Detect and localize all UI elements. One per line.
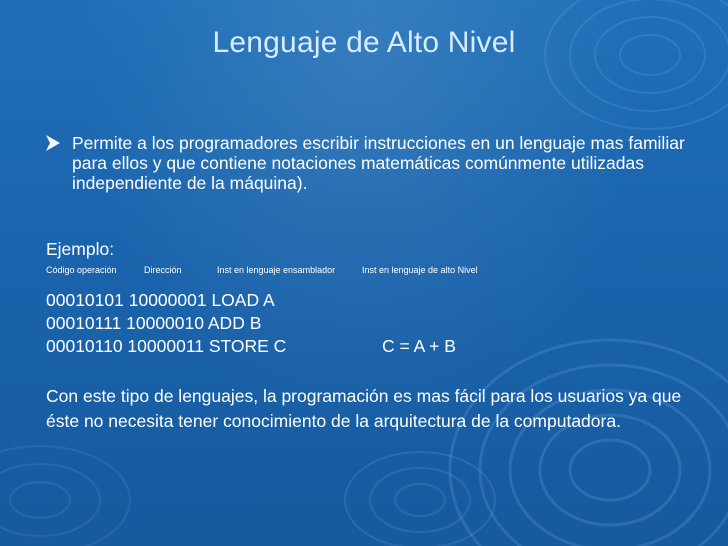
- slide-title: Lenguaje de Alto Nivel: [212, 26, 516, 59]
- column-header-high-level: Inst en lenguaje de alto Nivel: [362, 265, 478, 275]
- arrowhead-bullet-icon: [46, 135, 72, 156]
- column-header-address: Dirección: [144, 265, 182, 275]
- code-line: 00010110 10000011 STORE C: [46, 336, 287, 356]
- code-lines: [46, 289, 286, 358]
- column-header-opcode: Código operación: [46, 265, 117, 275]
- code-line: 00010101 10000001 LOAD A: [46, 290, 275, 310]
- bullet-text: Permite a los programadores escribir instrucciones en un lenguaje mas familiar para ellos y que contiene notaciones matemáticas comúnmente utilizadas independiente de la máquina).: [72, 133, 685, 193]
- high-level-expression: C = A + B: [382, 336, 456, 356]
- example-label: Ejemplo:: [46, 239, 115, 259]
- code-line: 00010111 10000010 ADD B: [46, 313, 262, 333]
- bullet-item: [46, 133, 686, 193]
- column-header-assembly: Inst en lenguaje ensamblador: [217, 265, 336, 275]
- conclusion-paragraph: Con este tipo de lenguajes, la programación es mas fácil para los usuarios ya que éste no necesita tener conocimiento de la arquitectura de la computadora.: [46, 386, 682, 431]
- column-headers: [46, 265, 686, 279]
